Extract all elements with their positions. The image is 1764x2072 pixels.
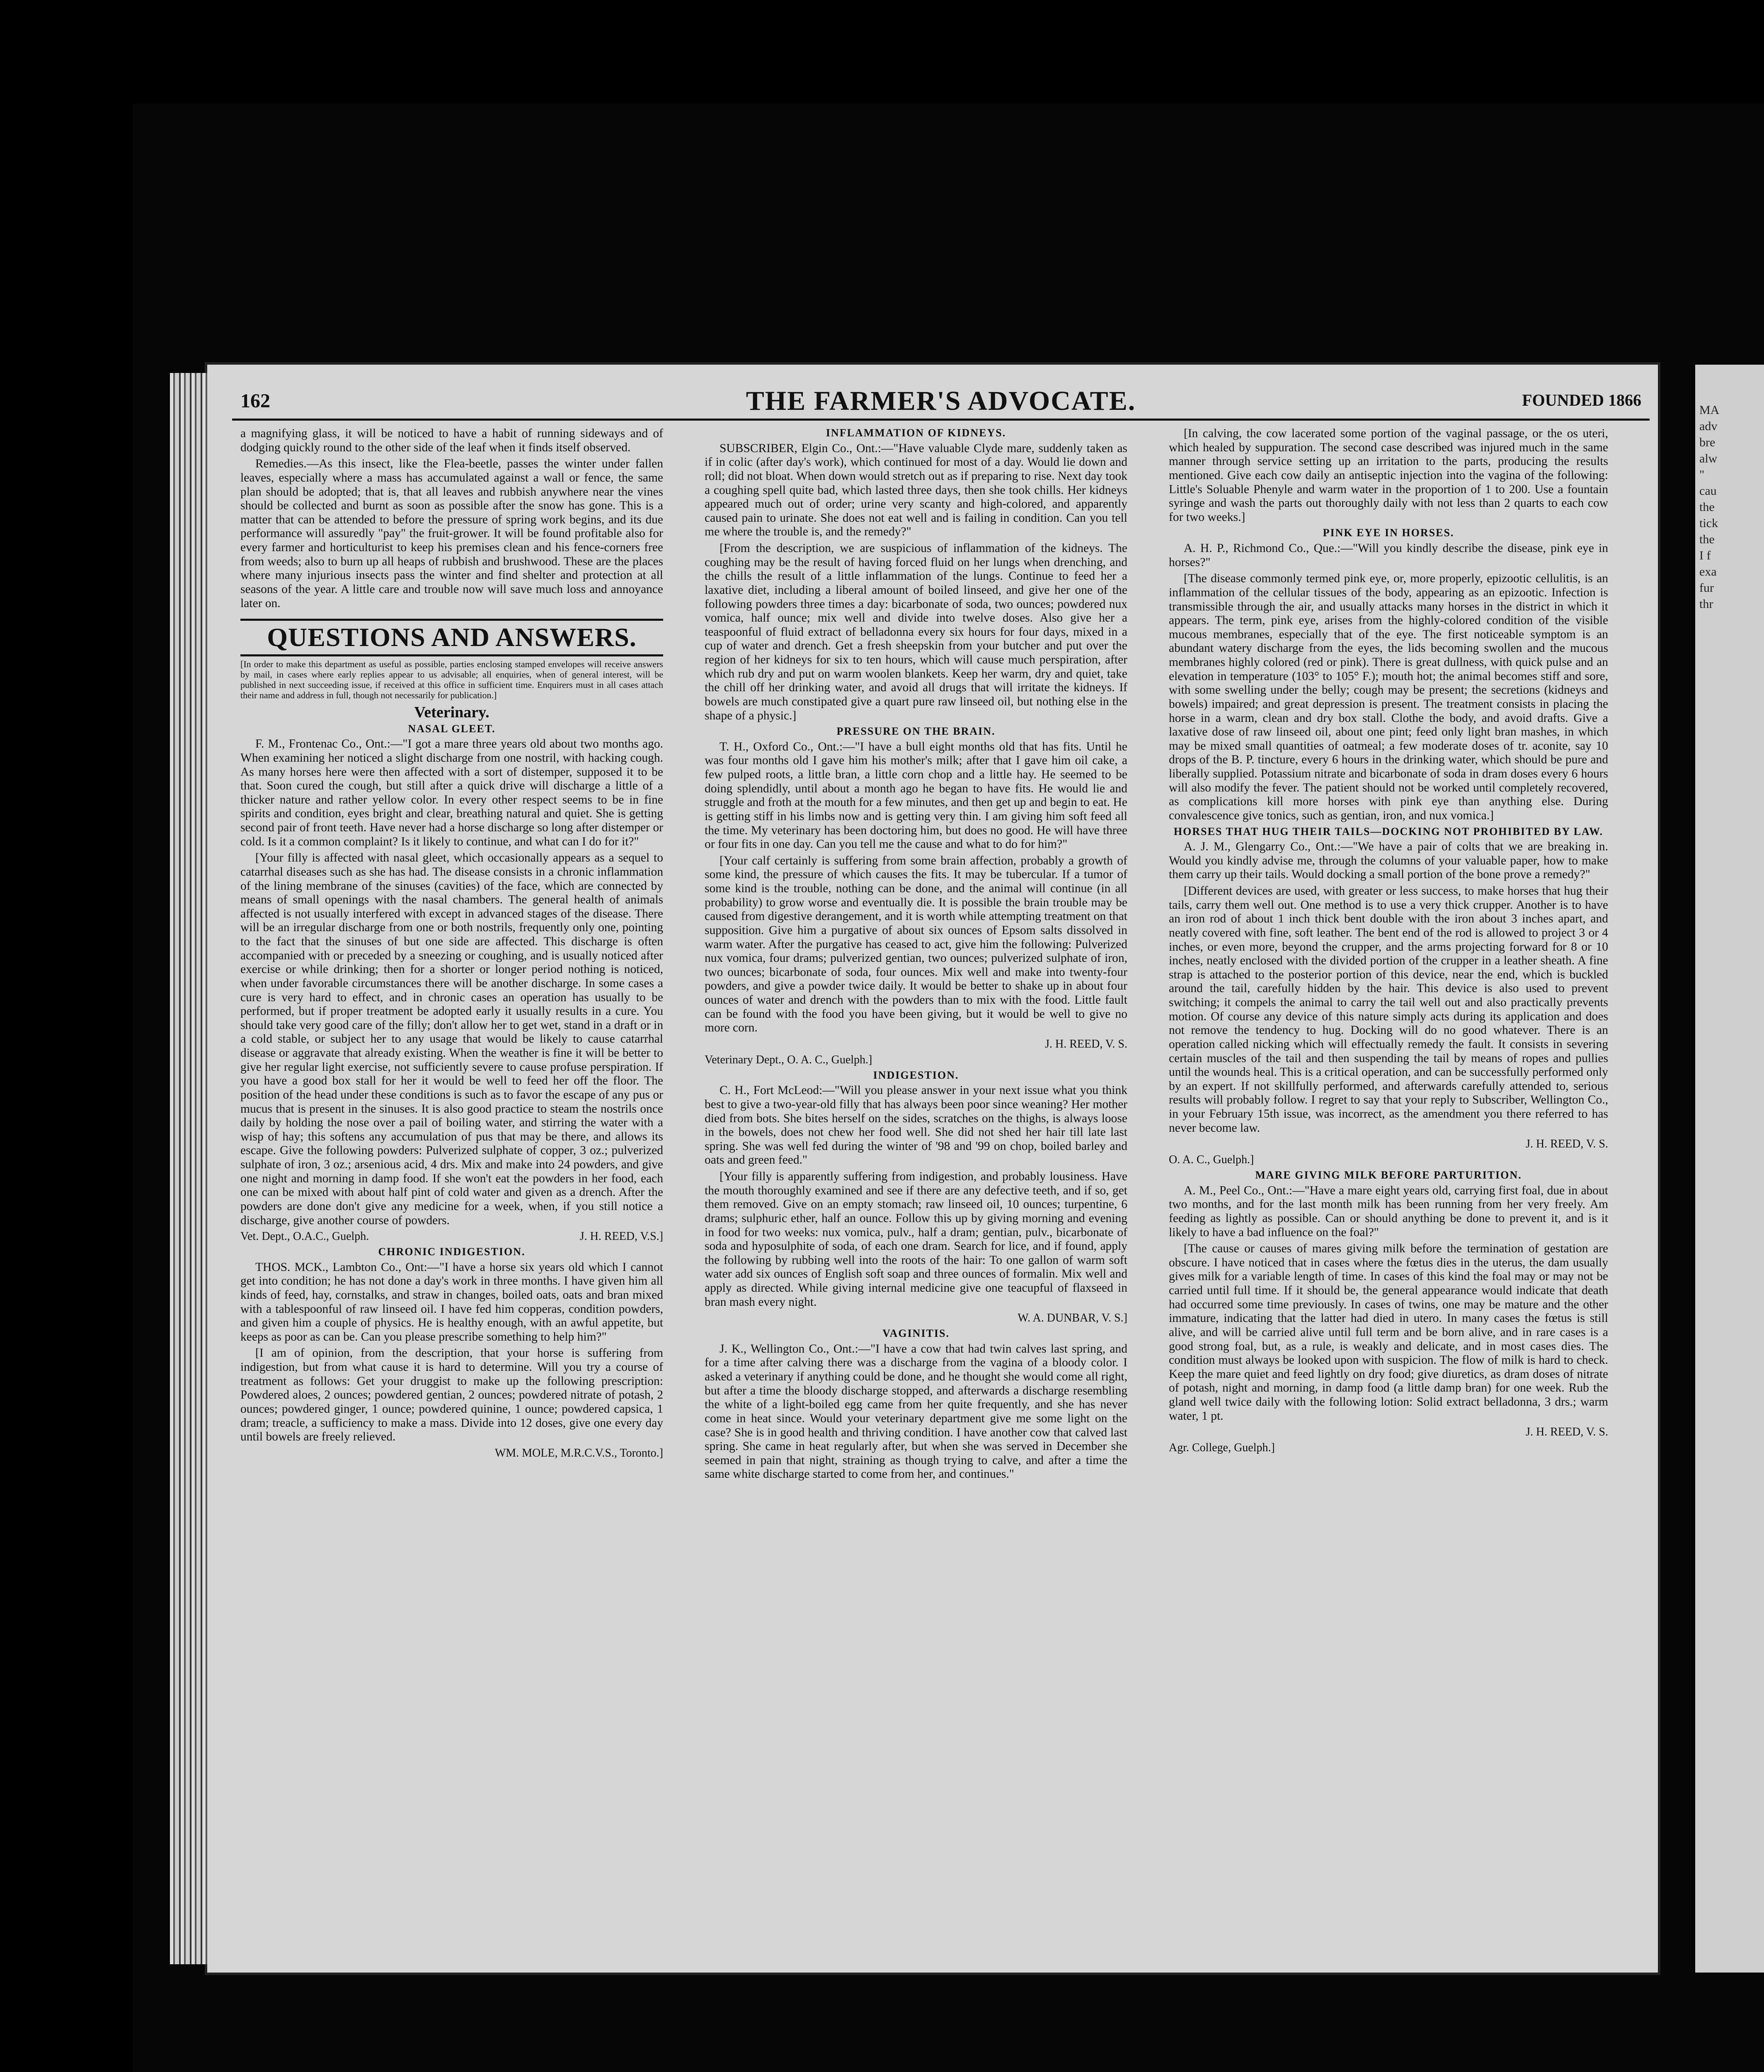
question-indigestion: C. H., Fort McLeod:—"Will you please answer in your next issue what you think best to give a two-year-old filly that has always been poor since weaning? Her mother died from bots. She bites herself on the sides, scratches on the thighs, is always loose in the bowels, does not chew her food well. She did not shed her hair till late last spring. She was well fed during the winter of '98 and '99 on chop, boiled barley and oats and green feed.": [705, 1084, 1127, 1167]
heading-nasal-gleet: NASAL GLEET.: [408, 722, 496, 735]
question-pressure-brain: T. H., Oxford Co., Ont.:—"I have a bull eight months old that has fits. Until he was four months old I gave him his mother's milk; after that I gave him oil cake, a few pulped roots, a little bran, a little corn chop and a little hay. He seemed to be doing splendidly, until about a month ago he began to have fits. He would lie and struggle and froth at the mouth for a few minutes, and then get up and begin to eat. He is getting stiff in his limbs now and is getting very thin. I am giving him soft feed all the time. My veterinary has been doctoring him, but does no good. He will have three or four fits in one day. Can you tell me the cause and what to do for him?": [705, 740, 1127, 851]
heading-vaginitis: VAGINITIS.: [882, 1327, 950, 1340]
signature-tails-dept: O. A. C., Guelph.]: [1169, 1153, 1254, 1167]
page-stack-edge: [170, 373, 207, 1964]
column-2: [705, 427, 1127, 1960]
adjacent-page-edge: [1695, 365, 1764, 1973]
question-tails: A. J. M., Glengarry Co., Ont.:—"We have a pair of colts that we are breaking in. Would you kindly advise me, through the columns of your valuable paper, how to make them carry up their tails. Would docking a small portion of the bone prove a remedy?": [1169, 840, 1608, 881]
answer-indigestion: [Your filly is apparently suffering from indigestion, and probably lousiness. Have the mouth thoroughly examined and see if there are any defective teeth, and if so, get them removed. Give on an empty stomach; raw linseed oil, 10 ounces; turpentine, 6 drams; sulphuric ether, half an ounce. Follow this up by giving morning and evening in food for two weeks: nux vomica, pulv., half a dram; gentian, pulv., bicarbonate of soda and hyposulphite of soda, of each one dram. Search for lice, and if found, apply the following by rubbing well into the roots of the hair: To one gallon of warm soft water add six ounces of English soft soap and three ounces of formalin. Mix well and apply as directed. While giving internal medicine give one teacupful of flaxseed in bran mash every night.: [705, 1170, 1127, 1309]
heading-pink-eye: PINK EYE IN HORSES.: [1323, 527, 1454, 539]
page-header: [232, 381, 1650, 421]
column-3: [1169, 427, 1608, 1960]
newspaper-page: [207, 365, 1658, 1973]
page-number: 162: [240, 390, 270, 412]
heading-chronic-indigestion: CHRONIC INDIGESTION.: [378, 1246, 526, 1258]
signature-mare-milk-dept: Agr. College, Guelph.]: [1169, 1441, 1275, 1455]
heading-tails: HORSES THAT HUG THEIR TAILS—DOCKING NOT PROHIBITED BY LAW.: [1173, 825, 1604, 838]
qa-section-title: QUESTIONS AND ANSWERS.: [240, 619, 663, 656]
question-nasal-gleet: F. M., Frontenac Co., Ont.:—"I got a mare three years old about two months ago. When examining her noticed a slight discharge from one nostril, with hacking cough. As many horses here were then affected with a sort of distemper, supposed it to be that. Soon cured the cough, but still after a quick drive will discharge a little of a thicker nature and rather yellow color. In every other respect seems to be in fine spirits and condition, eyes bright and clear, breathing natural and quiet. She is getting second pair of front teeth. Have never had a horse discharge so long after distemper or cold. Is it a common complaint? Is it likely to continue, and what can I do for it?": [240, 737, 663, 848]
answer-nasal-gleet: [Your filly is affected with nasal gleet, which occasionally appears as a sequel to catarrhal diseases such as she has had. The disease consists in a chronic inflammation of the lining membrane of the sinuses (cavities) of the face, which are connected by means of small openings with the nasal chambers. The general health of animals affected is not usually interfered with except in advanced stages of the disease. There will be an irregular discharge from one or both nostrils, frequently only one, pointing to the fact that the sinuses of but one side are affected. This discharge is often accompanied with or preceded by a sneezing or coughing, and is usually noticed after exercise or while drinking; then for a shorter or longer period nothing is noticed, when under favorable circumstances there will be another discharge. In some cases a cure is very hard to effect, and in chronic cases an operation has usually to be performed, but if proper treatment be adopted early it usually results in a cure. You should take very good care of the filly; don't allow her to get wet, stand in a draft or in a cold stable, or subject her to any usage that would be likely to cause catarrhal disease or aggravate that already existing. When the weather is fine it will be better to give her regular light exercise, not sufficiently severe to cause profuse perspiration. If you have a good box stall for her it would be well to feed her off the floor. The position of the head under these conditions is such as to favor the escape of any pus or mucus that is present in the sinuses. It is also good practice to steam the nostrils once daily by holding the nose over a pail of boiling water, and stirring the water with a wisp of hay; this softens any accumulation of pus that may be there, and allows its escape. Give the following powders: Pulverized sulphate of copper, 3 oz.; pulverized sulphate of iron, 3 oz.; arsenious acid, 4 drs. Mix and make into 24 powders, and give one night and morning in damp food. If she won't eat the powders in her food, each one can be mixed with about half pint of cold water and given as a drench. After the powders are done don't give any medicine for a week, when, if you still notice a discharge, give another course of powders.: [240, 851, 663, 1227]
signature-pressure-dept: Veterinary Dept., O. A. C., Guelph.]: [705, 1053, 872, 1066]
heading-kidneys: INFLAMMATION OF KIDNEYS.: [826, 427, 1006, 439]
signature-nasal-gleet: [240, 1230, 663, 1243]
heading-mare-milk: MARE GIVING MILK BEFORE PARTURITION.: [1255, 1169, 1522, 1181]
signature-indigestion: W. A. DUNBAR, V. S.]: [1018, 1312, 1127, 1325]
answer-vaginitis: [In calving, the cow lacerated some portion of the vaginal passage, or the os uteri, which healed by suppuration. The second case described was injured much in the same manner through service setting up an irritation to the parts, producing the results mentioned. Give each cow daily an antiseptic injection into the vagina of the following: Little's Soluable Phenyle and warm water in the proportion of 1 to 200. Use a fountain syringe and wash the parts out thoroughly daily with not less than 2 quarts to each cow for two weeks.]: [1169, 427, 1608, 524]
sig-name: J. H. REED, V.S.]: [579, 1230, 663, 1243]
masthead: THE FARMER'S ADVOCATE.: [746, 386, 1136, 416]
answer-mare-milk: [The cause or causes of mares giving milk before the termination of gestation are obscure. I have noticed that in cases where the fœtus dies in the uterus, the dam usually gives milk for a variable length of time. In cases of this kind the foal may or may not be carried until full time. If it should be, the general appearance would indicate that death had occurred some time previously. In cases of twins, one may be mature and the other immature, indicating that the latter had died in utero. In many cases the fœtus is still alive, and will be carried alive until full term and be born alive, and in rare cases is a good strong foal, but, as a rule, is weakly and delicate, and in most cases dies. The condition must always be looked upon with suspicion. The flow of milk is hard to check. Keep the mare quiet and feed lightly on dry food; give diuretics, as dram doses of nitrate of potash, night and morning, in damp food (a little damp bran) for one week. Rub the gland well twice daily with the following lotion: Solid extract belladonna, 3 drs.; warm water, 1 pt.: [1169, 1242, 1608, 1423]
question-kidneys: SUBSCRIBER, Elgin Co., Ont.:—"Have valuable Clyde mare, suddenly taken as if in colic (after day's work), which continued for most of a day. Would lie down and roll; did not bloat. When down would stretch out as if preparing to rise. Next day took a coughing spell quite bad, which lasted three days, then she took chills. Her kidneys appeared much out of order; urine very scanty and high-colored, and apparently caused pain to urinate. She does not eat well and is failing in condition. Can you tell me where the trouble is, and the remedy?": [705, 441, 1127, 539]
heading-indigestion: INDIGESTION.: [873, 1069, 959, 1081]
answer-pink-eye: [The disease commonly termed pink eye, or, more properly, epizootic cellulitis, is an inflammation of the cellular tissues of the body, appearing as an epizootic. Infection is transmissible through the air, and usually attacks many horses in the district in which it appears. The term, pink eye, arises from the highly-colored condition of the visible mucous membranes, especially that of the eye. The first noticeable symptom is an abundant watery discharge from the eyes, the lids becoming swollen and the mucous membranes highly colored (red or pink). There is great dullness, with quick pulse and an elevation in temperature (103° to 105° F.); mouth hot; the animal becomes stiff and sore, with some swelling under the belly; cough may be present; the secretions (kidneys and bowels) impaired; and great depression is present. The treatment consists in placing the horse in a warm, clean and dry box stall. Clothe the body, and avoid drafts. Give a laxative dose of raw linseed oil, about one pint; feed only light bran mashes, in which may be mixed small quantities of oatmeal; a few moderate doses of tr. aconite, say 10 drops of the B. P. tincture, every 6 hours in the drinking water, which should be pure and liberally supplied. Potassium nitrate and bicarbonate of soda in dram doses every 6 hours will also modify the fever. The patient should not be worked until completely recovered, as complications kill more horses with pink eye than anything else. During convalescence give tonics, such as gentian, iron, and nux vomica.]: [1169, 572, 1608, 822]
signature-mare-milk: J. H. REED, V. S.: [1526, 1426, 1608, 1439]
question-mare-milk: A. M., Peel Co., Ont.:—"Have a mare eight years old, carrying first foal, due in about two months, and for the last month milk has been running from her very freely. Am feeding as lightly as possible. Can or should anything be done to prevent it, and is it likely to have a bad influence on the foal?": [1169, 1184, 1608, 1239]
answer-kidneys: [From the description, we are suspicious of inflammation of the kidneys. The coughing may be the result of having forced fluid on her lungs when drenching, and the chills the result of a little inflammation of the lungs. Continue to feed her a laxative diet, including a liberal amount of boiled linseed, and give her one of the following powders three times a day: bicarbonate of soda, two ounces; powdered nux vomica, half ounce; mix well and divide into twelve doses. Also give her a teaspoonful of fluid extract of belladonna every six hours for four days, mixed in a cup of water and drench. Get a fresh sheepskin from your butcher and put over the region of her kidneys for six to ten hours, which will cause much perspiration, after which rub dry and put on warm woolen blankets. Keep her warm, dry and quiet, take the chill off her drinking water, and avoid all drugs that will irritate the kidneys. If bowels are much constipated give a quart pure raw linseed oil, but nothing else in the shape of a physic.]: [705, 542, 1127, 722]
article-continuation: a magnifying glass, it will be noticed to have a habit of running sideways and of dodging quickly round to the other side of the leaf when it finds itself observed.: [240, 427, 663, 454]
remedies-paragraph: Remedies.—As this insect, like the Flea-beetle, passes the winter under fallen leaves, especially where a mass has accumulated against a wall or fence, the same plan should be adopted; that is, that all leaves and rubbish anywhere near the vines should be collected and burnt as soon as possible after the snow has gone. This is a matter that can be attended to before the pressure of spring work begins, and its due performance will assuredly "pay" the fruit-grower. It will be found profitable also for every farmer and horticulturist to keep his premises clean and his fence-corners free from weeds; also to burn up all heaps of rubbish and brushwood. These are the places where many injurious insects pass the winter and find shelter and protection at all seasons of the year. A little care and trouble now will save much loss and annoyance later on.: [240, 457, 663, 610]
founded-line: FOUNDED 1866: [1522, 391, 1641, 409]
veterinary-heading: Veterinary.: [414, 704, 489, 721]
answer-tails: [Different devices are used, with greater or less success, to make horses that hug their tails, carry them well out. One method is to use a very thick crupper. Another is to have an iron rod of about 1 inch thick bent double with the iron about 3 inches apart, and neatly covered with fine, soft leather. The bent end of the rod is allowed to project 3 or 4 inches, or even more, beyond the crupper, and the arms projecting forward for 8 or 10 inches, neatly enclosed with the divided portion of the crupper in a leather sheath. A fine strap is attached to the posterior portion of this device, near the end, which is buckled around the tail, carefully hidden by the hair. This device is also used to prevent switching; it compels the animal to carry the tail well out and also practically prevents motion. Of course any device of this nature simply acts during its application and does not remove the tendency to hug. Docking will do no good whatever. There is an operation called nicking which will effectually remedy the fault. It consists in severing certain muscles of the tail and then suspending the tail by means of ropes and pullies until the wounds heal. This is a critical operation, and can be successfully performed only by an expert. If not skillfully performed, and afterwards carefully attended to, serious results will probably follow. I regret to say that your reply to Subscriber, Wellington Co., in your February 15th issue, was incorrect, as the amendment you there referred to has never become law.: [1169, 884, 1608, 1135]
question-pink-eye: A. H. P., Richmond Co., Que.:—"Will you kindly describe the disease, pink eye in horses?": [1169, 542, 1608, 569]
answer-pressure-brain: [Your calf certainly is suffering from some brain affection, probably a growth of some kind, the pressure of which causes the fits. It may be tubercular. If a tumor of some kind is the trouble, nothing can be done, and the animal will continue (in all probability) to grow worse and eventually die. It is possible the brain trouble may be caused from digestive derangement, and it is worth while attempting treatment on that supposition. Give him a purgative of about six ounces of Epsom salts dissolved in warm water. After the purgative has ceased to act, give him the following: Pulverized nux vomica, four drams; pulverized gentian, two ounces; pulverized sulphate of iron, two ounces; bicarbonate of soda, four ounces. Mix well and make into twenty-four powders, and give a powder twice daily. It would be better to shake up in about four ounces of water and drench with the powders than to mix with the food. Little fault can be found with the food you have been giving, but it would be well to give no more corn.: [705, 854, 1127, 1035]
signature-tails: J. H. REED, V. S.: [1526, 1138, 1608, 1151]
question-chronic-indigestion: THOS. MCK., Lambton Co., Ont:—"I have a horse six years old which I cannot get into condition; he has not done a day's work in three months. I have given him all kinds of feed, hay, cornstalks, and straw in changes, boiled oats, oats and bran mixed with a tablespoonful of raw linseed oil. I have fed him copperas, condition powders, and given him a couple of physics. He is healthy enough, with an awful appetite, but keeps as poor as can be. Can you please prescribe something to help him?": [240, 1260, 663, 1343]
adjacent-page-text: MA adv bre alw " cau the tick the I f exa fur thr: [1699, 403, 1720, 611]
column-1: [240, 427, 663, 1960]
answer-chronic-indigestion: [I am of opinion, from the description, that your horse is suffering from indigestion, but from what cause it is hard to determine. Will you try a course of treatment as follows: Get your druggist to make up the following prescription: Powdered aloes, 2 ounces; powdered gentian, 2 ounces; powdered nitrate of potash, 2 ounces; powdered ginger, 1 ounce; powdered quinine, 1 ounce; powdered capsica, 1 dram; treacle, a sufficiency to make a mass. Divide into 12 doses, give one every day until bowels are freely relieved.: [240, 1346, 663, 1444]
qa-editor-note: [In order to make this department as useful as possible, parties enclosing stamped envelopes will receive answers by mail, in cases where early replies appear to us advisable; all enquiries, when of general interest, will be published in next succeeding issue, if received at this office in sufficient time. Enquirers must in all cases attach their name and address in full, though not necessarily for publication.]: [240, 659, 663, 701]
heading-pressure-brain: PRESSURE ON THE BRAIN.: [836, 725, 996, 738]
signature-chronic-indigestion: WM. MOLE, M.R.C.V.S., Toronto.]: [494, 1446, 663, 1460]
signature-pressure-brain: J. H. REED, V. S.: [1045, 1037, 1127, 1051]
sig-dept: Vet. Dept., O.A.C., Guelph.: [240, 1230, 369, 1243]
question-vaginitis: J. K., Wellington Co., Ont.:—"I have a cow that had twin calves last spring, and for a time after calving there was a discharge from the vagina of a bloody color. I asked a veterinary if anything could be done, and he thought she would come all right, but after a time the bloody discharge stopped, and afterwards a discharge resembling the white of a light-boiled egg came from her quite frequently, and she has never come in heat since. Would your veterinary department give me some light on the case? She is in good health and thriving condition. I have another cow that calved last spring. She came in heat regularly after, but when she was served in December she seemed in pain that night, straining as though trying to calve, and after a time the same white discharge started to come from her, and continues.": [705, 1342, 1127, 1481]
